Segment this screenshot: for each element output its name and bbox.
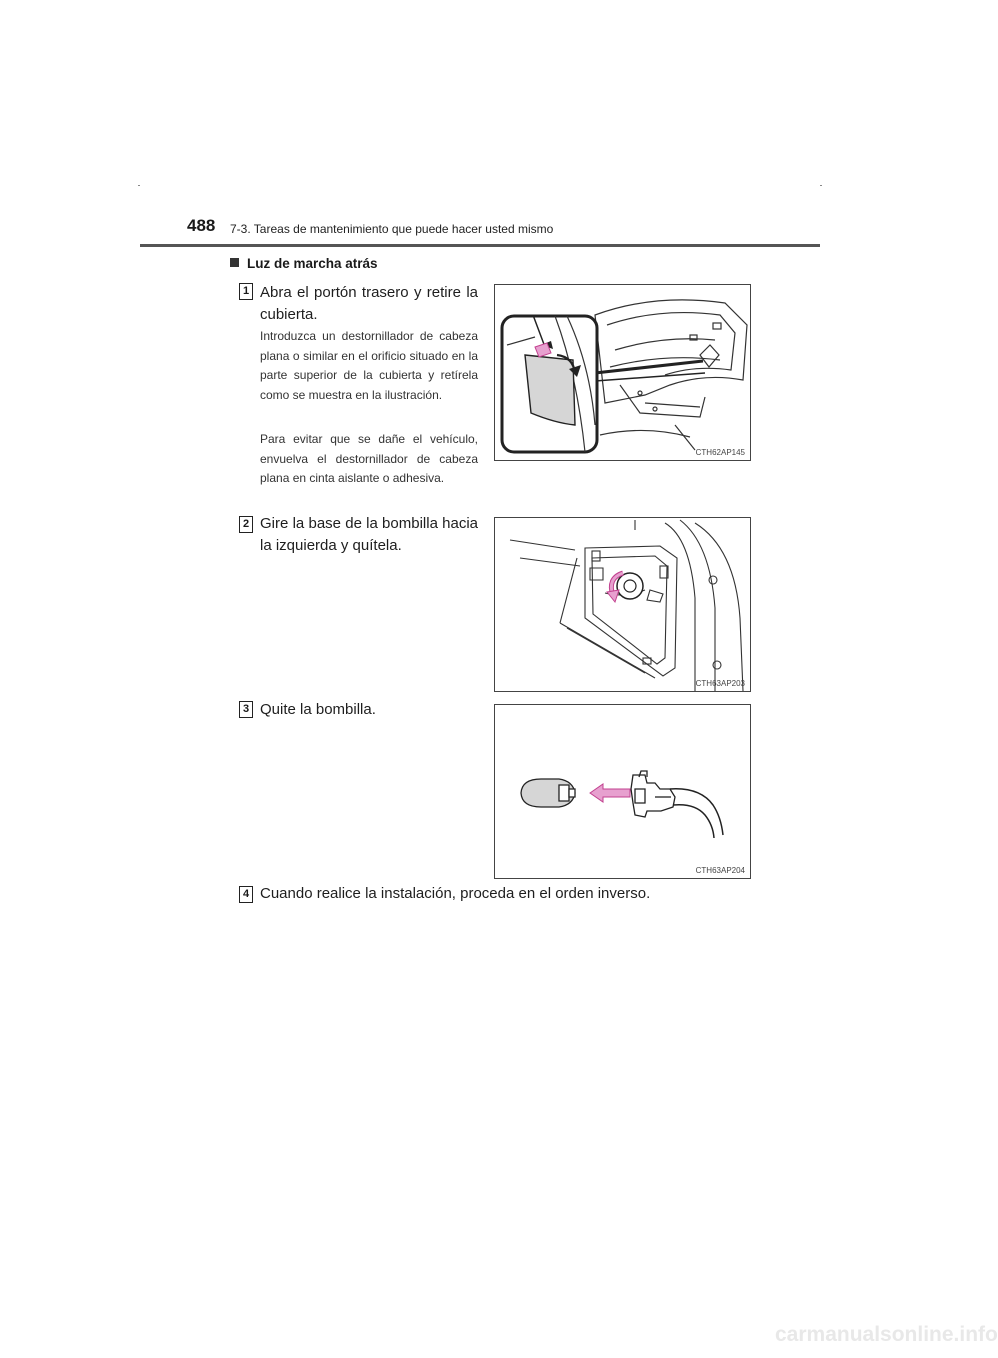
- step-2-badge: 2: [239, 516, 253, 533]
- tailgate-illustration: [495, 285, 750, 460]
- crop-mark: [820, 185, 822, 186]
- step-1-note-2: Para evitar que se dañe el vehículo, envuelva el destornillador de cabeza plana en cinta aislante o adhesiva.: [260, 432, 478, 485]
- figure-code: CTH63AP203: [695, 679, 745, 688]
- section-header: 7-3. Tareas de mantenimiento que puede hacer usted mismo: [230, 222, 554, 236]
- figure-bulb-base: [494, 517, 751, 692]
- bulb-base-illustration: [495, 518, 750, 691]
- figure-bulb-removal: [494, 704, 751, 879]
- crop-mark: [138, 185, 140, 186]
- step-2-text: Gire la base de la bombilla hacia la izquierda y quítela.: [260, 515, 478, 554]
- page-number: 488: [187, 216, 216, 235]
- section-square-icon: [230, 258, 239, 267]
- figure-tailgate-cover: [494, 284, 751, 461]
- header-rule: [140, 244, 820, 247]
- step-1-text: Abra el portón trasero y retire la cubierta.: [260, 284, 478, 323]
- step-1-badge: 1: [239, 283, 253, 300]
- bulb-removal-illustration: [495, 705, 750, 878]
- step-1-note-1: Introduzca un destornillador de cabeza plana o similar en el orificio situado en la parte superior de la cubierta y retírela como se muestra en la ilustración.: [260, 329, 478, 402]
- figure-code: CTH62AP145: [695, 448, 745, 457]
- watermark: carmanualsonline.info: [775, 1323, 998, 1346]
- section-title-text: Luz de marcha atrás: [247, 256, 378, 271]
- figure-code: CTH63AP204: [695, 866, 745, 875]
- section-title: [230, 256, 378, 271]
- step-3-badge: 3: [239, 701, 253, 718]
- step-4-text: Cuando realice la instalación, proceda en el orden inverso.: [260, 885, 651, 902]
- step-4-badge: 4: [239, 886, 253, 903]
- step-3-text: Quite la bombilla.: [260, 701, 376, 718]
